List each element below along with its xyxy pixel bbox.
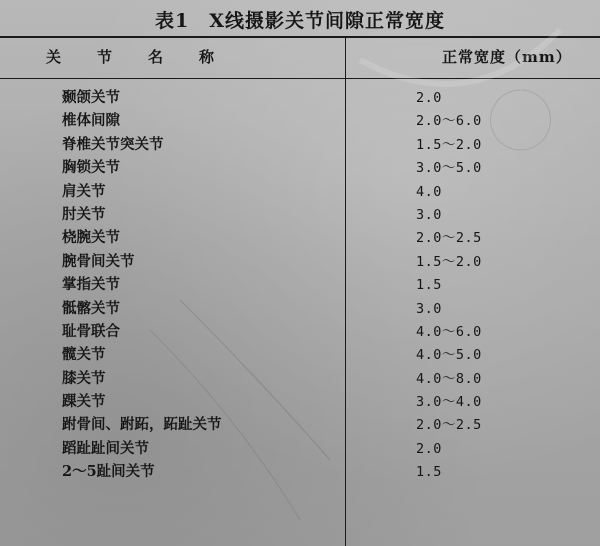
table-row [0, 414, 600, 437]
joint-name-cell: 脊椎关节突关节 [62, 135, 164, 153]
table-row [0, 321, 600, 344]
table-title: 表1 X线摄影关节间隙正常宽度 [155, 10, 445, 32]
width-value-cell: 3.0 [416, 300, 442, 317]
joint-name-cell: 胸锁关节 [62, 159, 120, 177]
column-header-joint-name: 关节名称 [46, 48, 251, 66]
table-row [0, 181, 600, 204]
table-row [0, 110, 600, 133]
joint-name-cell: 腕骨间关节 [62, 252, 135, 270]
width-value-cell: 2.0 [416, 440, 442, 457]
joint-name-cell: 肩关节 [62, 182, 106, 200]
table-row [0, 134, 600, 157]
joint-name-cell: 髋关节 [62, 346, 106, 364]
width-value-cell: 2.0～6.0 [416, 113, 482, 130]
width-value-cell: 3.0 [416, 206, 442, 223]
table-row [0, 368, 600, 391]
joint-name-cell: 跗骨间、跗跖，跖趾关节 [62, 416, 222, 434]
joint-name-cell: 蹈趾趾间关节 [62, 439, 149, 457]
joint-name-cell: 骶髂关节 [62, 299, 120, 317]
width-value-cell: 3.0～4.0 [416, 394, 482, 411]
table-row [0, 391, 600, 414]
table-body [0, 87, 600, 485]
joint-name-cell: 掌指关节 [62, 276, 120, 294]
joint-name-cell: 踝关节 [62, 393, 106, 411]
width-value-cell: 2.0～2.5 [416, 230, 482, 247]
width-value-cell: 4.0～5.0 [416, 347, 482, 364]
width-value-cell: 4.0 [416, 183, 442, 200]
table-row [0, 157, 600, 180]
joint-name-cell: 耻骨联合 [62, 322, 120, 340]
table-row [0, 438, 600, 461]
joint-name-cell: 桡腕关节 [62, 229, 120, 247]
table-row [0, 227, 600, 250]
table-row [0, 344, 600, 367]
joint-name-cell: 椎体间隙 [62, 112, 120, 130]
width-value-cell: 3.0～5.0 [416, 160, 482, 177]
table-row [0, 251, 600, 274]
joint-name-cell: 2～5趾间关节 [62, 463, 155, 481]
width-value-cell: 2.0～2.5 [416, 417, 482, 434]
joint-name-cell: 膝关节 [62, 369, 106, 387]
joint-name-cell: 颞颌关节 [62, 89, 120, 106]
width-value-cell: 4.0～6.0 [416, 323, 482, 340]
width-value-cell: 2.0 [416, 90, 442, 106]
header-divider-rule [0, 78, 600, 79]
width-value-cell: 1.5～2.0 [416, 136, 482, 153]
joint-name-cell: 肘关节 [62, 205, 106, 223]
table-row [0, 461, 600, 484]
column-header-normal-width: 正常宽度（mm） [442, 48, 572, 66]
width-value-cell: 1.5 [416, 464, 442, 481]
width-value-cell: 1.5 [416, 277, 442, 294]
table-row [0, 298, 600, 321]
width-value-cell: 4.0～8.0 [416, 370, 482, 387]
table-row [0, 87, 600, 110]
table-top-rule [0, 36, 600, 38]
table-row [0, 274, 600, 297]
width-value-cell: 1.5～2.0 [416, 253, 482, 270]
table-row [0, 204, 600, 227]
